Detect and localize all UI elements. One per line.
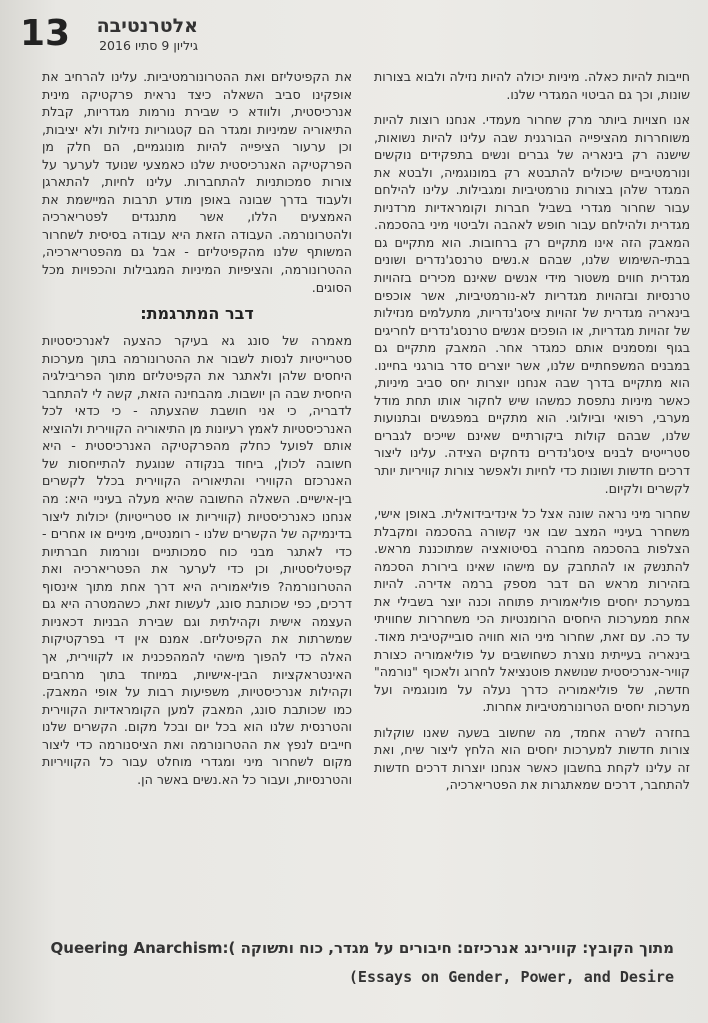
paragraph: אנו חצויות ביותר מרק שחרור מעמדי. אנחנו רוצות להיות משוחררות מהציפייה הבורגנית שבה עלינו להיות נשואות, שישנה רק בינאריה של גברים ונשים בתפקידים נוקשים ונורמטיביים שיכולים להתבטא רק במונוגמיה, ולבטא את המגדר שלהן בצורות נורמטיביות ומגבילות. עלינו להילחם עבור שחרור מגדרי בשביל חברות וקומראדיות מרדניות מגדרית ולהילחם עבור חופש לאהבה ולביטוי מיני בהסכמה. המאבק הזה אינו מתקיים רק ברחובות. הוא מתקיים גם בבתי-השימוש שלנו, שבהם א.נשים טרנסג'נדרים ושונים מגדרית חווים משטור מידי אנשים שאינם מכירים בזהויות טרנסיות ובזהויות מגדריות לא-נורמטיביות, אשר אוכפים בינאריה מגדרית של זהויות ציסג'נדריות, מתעלמים מנזילות של זהויות מגדריות, או הופכים אנשים טרנסג'נדרים לחריגים בגוף ומסמנים אותם כמגדר אחר. המאבק מתקיים גם במבנים המשפחתיים שלנו, אשר יוצרים סדר בורגני בחיינו. הוא מתקיים בדרך שבה אנחנו יוצרות יחס סביב מיניות, כאשר מיניות נתפסת כמשהו שיש לחקור אותו תחת מודל מערבי, רפואי וביולוגי. הוא מתקיים במפגשים ובתנועות שלנו, שבהם קולות ביקורתיים שאינם שייכים לגברים סטרייטים לבנים ציסג'נדרים נדחקים הצידה. עלינו ליצור דרכים חדשות ושונות כדי לחיות ולאפשר צורות קוויריות יותר לקשרים ולקיום.: [374, 112, 690, 496]
source-credit-hebrew: מתוך הקובץ: קווירינג אנרכיזם: חיבורים על מגדר, כוח ותשוקה ):Queering Anarchism: [50, 939, 674, 957]
right-column: [374, 68, 690, 802]
paragraph: את הקפיטליזם ואת ההטרונורמטיביות. עלינו להרחיב את אופקינו סביב השאלה כיצד נראית פרקטיקה מינית אנרכיסטית, ולוודא כי שבירת נורמות מגדריות, קבלת התיאוריה שמיניות ומגדר הם קטגוריות נזילות ולא יציבות, וכן ערעור הציפייה להיות מונוגמיים, הם חלק מן הפרקטיקה האנרכיסטית שלנו כאמצעי שנועד לערער על צורות סמכותניות להתחברות. עלינו לחיות, להתארגן ולעבוד בדרך שבונה באופן מודע תרבות המיישמת את האמצעים הללו, אשר מתנגדים לפטריארכיה ולהטרונורמה. העבודה הזאת היא עבודה בסיסית לשחרור המשותף שלנו מהקפיטליזם - אבל גם מהפטריארכיה, ההטרונורמה, והציפיות המיניות המגבילות והכפויות מכל הסוגים.: [42, 69, 352, 295]
paragraph: שחרור מיני נראה שונה אצל כל אינדיבידואלית. באופן אישי, משחרר בעיניי המצב שבו אני קשורה בהסכמה ומקבלת הצלפות בהסכמה מחברה בסיטואציה שמתוכננת מראש. להתנשק או להתחבק עם מישהו שאינו בירורת הסכמה בזהירות מראש הם דבר מספק ברמה אדירה. להיות במערכת יחסים פוליאמורית פתוחה וכנה יוצר בשבילי את אחת ממערכות היחסים הרומנטיות הכי משחררות שחוויתי עד כה. עם זאת, שחרור מיני הוא חוויה סובייקטיבית מאוד. בינאריה בעייתית נוצרת כשחושבים על פוליאמוריה כצורת קוויר-אנרכיסטית שנושאת פוטנציאל לחרוג ולאכוף "נורמה" חדשה, של פוליאמוריה כדרך נעלה על מונוגמיה ועל מערכות יחסים הטרונורמטיביות אחרות.: [374, 506, 690, 715]
paragraph: בחזרה לשרה אחמד, מה שחשוב בשעה שאנו שוקלות צורות חדשות למערכות יחסים הוא הלחץ ליצור שיח, ואת זה עלינו לקחת בחשבון כאשר אנחנו יוצרות דרכים חדשות להתחבר, דרכים שמאתגרות את הפטריארכיה,: [374, 724, 690, 793]
page-number: 13: [20, 13, 71, 54]
issue-info: גיליון 9 סתיו 2016: [99, 38, 198, 53]
translator-note-heading: דבר המתרגמת:: [140, 304, 254, 324]
paragraph: מאמרה של סונג גא בעיקר כהצעה לאנרכיסטיות סטרייטיות לנסות לשבור את ההטרונורמה בתוך מערכות היחסים שלהן ולאתגר את הקפיטליזם מתוך הפריבילגיה היחסית שבה הן יושבות. מהבחינה הזאת, קשה לי להתחבר לדבריה, כי אני חושבת שהצעתה - כי כדאי לכל האנרכיסטיות לאמץ רעיונות מן התיאוריה הקווירית ולהוציא אותם לפועל כחלק מהפרקטיקה האנרכיסטית - היא חשובה לכולן, ביחוד בנקודה שנוגעת להתייחסות של האנרכזם הקווירי והתיאוריה הקווירית בכלל לקשרים בין-אישיים. השאלה החשובה שהיא מעלה בעיניי היא: מה אנחנו כאנרכיסטיות (קוויריות או סטרייטיות) יכולות ליצור בדינמיקה של הקשרים שלנו - רומנטיים, מיניים או אחרים - כדי לאתגר מבני כוח סמכותניים ונורמות חברתיות קפיטליסטיות, וכן כדי לערער את הפטריארכיה ואת ההטרונורמה? פוליאמוריה היא דרך אחת מתוך אינסוף דרכים, כפי שכותבת סונג, לעשות זאת, כשהמטרה היא גם העצמה אישית וקהילתית וגם שבירת הבניות דכאניות שמשרתות את הקפיטליזם. אמנם אין די בפרקטיקות האלה כדי להפוך מישהי להמהפכנית או לקווירית, אך האינטראקציות הבין-אישיות, במיוחד בתוך מרחבים וקהילות אנרכיסטיות, משפיעות רבות על אופי המאבק. כמו שכותבת סונג, המאבק למען הקומראדיות הקווירית והטרנסית שלנו הוא בכל יום ובכל מקום. הקשרים שלנו חייבים לנפץ את ההטרונורמה ואת הציסנורמה כדי ליצור מקום לשחרור מיני ומגדרי מוחלט עבור כל הקוויריות והטרנסיות, ועבור כל הא.נשים באשר הן.: [42, 333, 352, 787]
left-column: [42, 68, 352, 796]
magazine-title: אלטרנטיבה: [96, 15, 198, 37]
source-credit-english: (Essays on Gender, Power, and Desire: [348, 968, 674, 986]
paragraph: חייבות להיות כאלה. מיניות יכולה להיות נזילה ולבוא בצורות שונות, וכך גם הביטוי המגדרי שלנו.: [374, 69, 690, 102]
